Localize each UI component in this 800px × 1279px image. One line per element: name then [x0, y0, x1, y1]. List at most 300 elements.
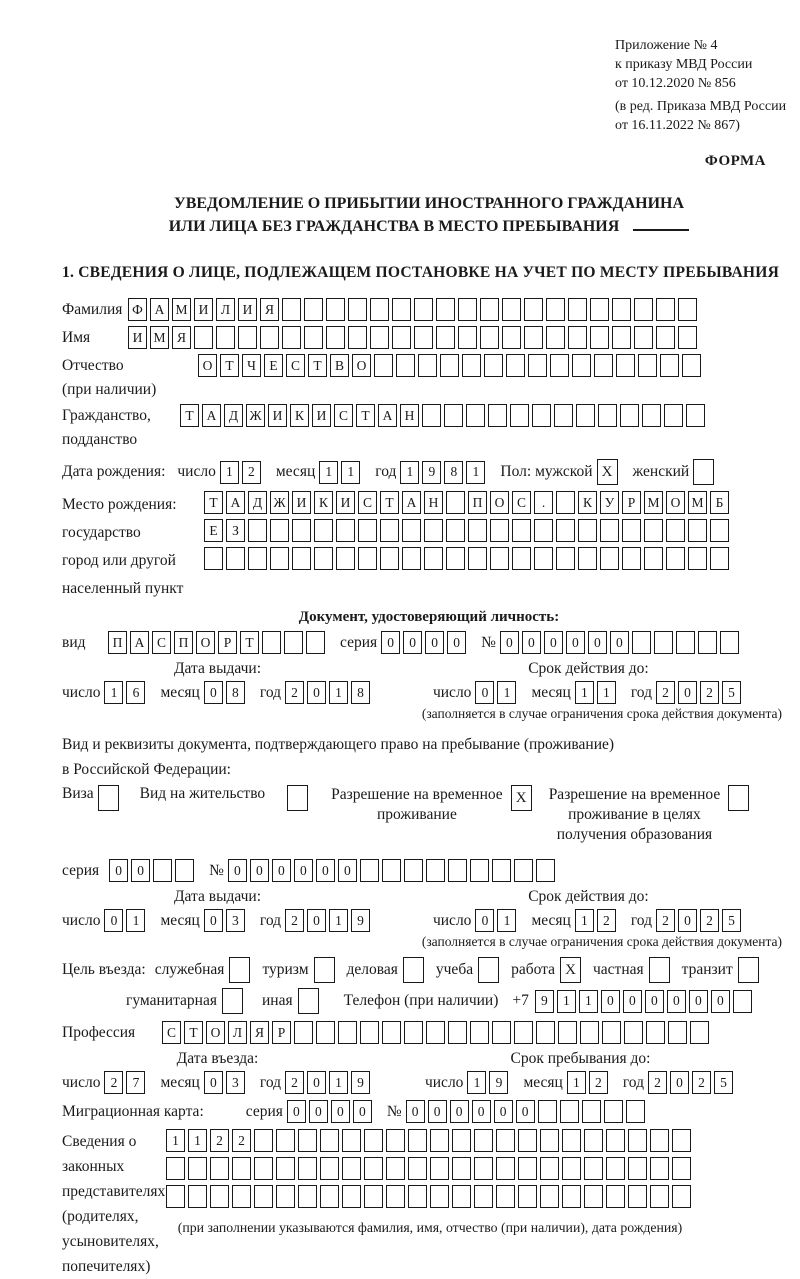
char-cell[interactable]: О [206, 1021, 225, 1044]
char-cell[interactable] [262, 631, 281, 654]
char-cell[interactable]: X [597, 459, 618, 485]
char-cell[interactable] [478, 957, 499, 983]
char-cell[interactable] [232, 1185, 251, 1208]
char-cell[interactable]: 1 [166, 1129, 185, 1152]
char-cell[interactable] [532, 404, 551, 427]
char-cell[interactable] [490, 547, 509, 570]
char-cell[interactable] [336, 547, 355, 570]
char-cell[interactable]: 0 [104, 909, 123, 932]
char-cell[interactable] [594, 354, 613, 377]
char-cell[interactable]: 0 [475, 909, 494, 932]
char-cell[interactable]: 2 [285, 681, 304, 704]
char-cell[interactable] [440, 354, 459, 377]
char-cell[interactable] [452, 1129, 471, 1152]
char-cell[interactable] [496, 1157, 515, 1180]
char-cell[interactable] [688, 519, 707, 542]
char-cell[interactable] [358, 547, 377, 570]
char-cell[interactable]: 1 [579, 990, 598, 1013]
char-cell[interactable] [634, 326, 653, 349]
char-cell[interactable] [188, 1185, 207, 1208]
char-cell[interactable]: Р [218, 631, 237, 654]
char-cell[interactable]: 1 [575, 909, 594, 932]
char-cell[interactable] [546, 298, 565, 321]
char-cell[interactable]: 0 [667, 990, 686, 1013]
char-cell[interactable] [518, 1185, 537, 1208]
char-cell[interactable]: 0 [475, 681, 494, 704]
char-cell[interactable] [360, 1021, 379, 1044]
char-cell[interactable] [316, 1021, 335, 1044]
char-cell[interactable] [668, 1021, 687, 1044]
char-cell[interactable]: 1 [104, 681, 123, 704]
char-cell[interactable]: 2 [232, 1129, 251, 1152]
char-cell[interactable] [408, 1129, 427, 1152]
char-cell[interactable] [656, 326, 675, 349]
char-cell[interactable]: 1 [329, 1071, 348, 1094]
char-cell[interactable] [580, 1021, 599, 1044]
char-cell[interactable]: 3 [226, 909, 245, 932]
char-cell[interactable] [534, 519, 553, 542]
char-cell[interactable]: 0 [406, 1100, 425, 1123]
char-cell[interactable]: 0 [307, 1071, 326, 1094]
char-cell[interactable] [528, 354, 547, 377]
char-cell[interactable] [370, 298, 389, 321]
char-cell[interactable] [578, 547, 597, 570]
char-cell[interactable] [600, 519, 619, 542]
char-cell[interactable] [386, 1157, 405, 1180]
char-cell[interactable] [698, 631, 717, 654]
char-cell[interactable]: 0 [678, 681, 697, 704]
char-cell[interactable] [512, 547, 531, 570]
char-cell[interactable] [364, 1129, 383, 1152]
char-cell[interactable] [424, 547, 443, 570]
char-cell[interactable]: 0 [228, 859, 247, 882]
char-cell[interactable]: 7 [126, 1071, 145, 1094]
char-cell[interactable]: 9 [351, 1071, 370, 1094]
char-cell[interactable] [282, 298, 301, 321]
char-cell[interactable]: И [268, 404, 287, 427]
char-cell[interactable] [374, 354, 393, 377]
char-cell[interactable] [666, 547, 685, 570]
char-cell[interactable]: И [194, 298, 213, 321]
char-cell[interactable] [540, 1185, 559, 1208]
char-cell[interactable]: И [336, 491, 355, 514]
char-cell[interactable] [396, 354, 415, 377]
char-cell[interactable]: А [226, 491, 245, 514]
char-cell[interactable] [678, 326, 697, 349]
char-cell[interactable] [424, 519, 443, 542]
char-cell[interactable]: А [202, 404, 221, 427]
char-cell[interactable]: Д [248, 491, 267, 514]
char-cell[interactable] [287, 785, 308, 811]
char-cell[interactable]: 1 [220, 461, 239, 484]
char-cell[interactable]: 8 [444, 461, 463, 484]
char-cell[interactable]: И [238, 298, 257, 321]
char-cell[interactable]: 0 [403, 631, 422, 654]
char-cell[interactable]: П [108, 631, 127, 654]
char-cell[interactable] [492, 1021, 511, 1044]
char-cell[interactable] [562, 1129, 581, 1152]
char-cell[interactable]: 2 [692, 1071, 711, 1094]
char-cell[interactable]: А [402, 491, 421, 514]
char-cell[interactable]: 2 [285, 1071, 304, 1094]
char-cell[interactable] [298, 1157, 317, 1180]
char-cell[interactable] [403, 957, 424, 983]
char-cell[interactable] [518, 1129, 537, 1152]
char-cell[interactable]: 1 [467, 1071, 486, 1094]
char-cell[interactable] [294, 1021, 313, 1044]
char-cell[interactable] [600, 547, 619, 570]
char-cell[interactable] [510, 404, 529, 427]
char-cell[interactable] [380, 547, 399, 570]
char-cell[interactable] [418, 354, 437, 377]
char-cell[interactable] [232, 1157, 251, 1180]
char-cell[interactable] [98, 785, 119, 811]
char-cell[interactable] [578, 519, 597, 542]
char-cell[interactable]: М [688, 491, 707, 514]
char-cell[interactable] [270, 547, 289, 570]
char-cell[interactable] [446, 547, 465, 570]
char-cell[interactable] [446, 519, 465, 542]
char-cell[interactable]: 1 [329, 909, 348, 932]
char-cell[interactable] [386, 1129, 405, 1152]
char-cell[interactable]: 1 [126, 909, 145, 932]
char-cell[interactable]: X [511, 785, 532, 811]
char-cell[interactable] [538, 1100, 557, 1123]
char-cell[interactable] [414, 298, 433, 321]
char-cell[interactable] [342, 1129, 361, 1152]
char-cell[interactable]: 8 [226, 681, 245, 704]
char-cell[interactable] [693, 459, 714, 485]
char-cell[interactable]: 0 [331, 1100, 350, 1123]
char-cell[interactable]: 0 [544, 631, 563, 654]
char-cell[interactable] [248, 547, 267, 570]
char-cell[interactable]: Ч [242, 354, 261, 377]
char-cell[interactable]: У [600, 491, 619, 514]
char-cell[interactable]: А [150, 298, 169, 321]
char-cell[interactable] [320, 1129, 339, 1152]
char-cell[interactable] [649, 957, 670, 983]
char-cell[interactable]: 3 [226, 1071, 245, 1094]
char-cell[interactable]: В [330, 354, 349, 377]
char-cell[interactable] [326, 298, 345, 321]
char-cell[interactable] [408, 1157, 427, 1180]
char-cell[interactable] [602, 1021, 621, 1044]
char-cell[interactable]: 0 [109, 859, 128, 882]
char-cell[interactable] [194, 326, 213, 349]
char-cell[interactable]: 0 [131, 859, 150, 882]
char-cell[interactable] [430, 1185, 449, 1208]
char-cell[interactable]: Я [260, 298, 279, 321]
char-cell[interactable] [518, 1157, 537, 1180]
char-cell[interactable]: 0 [425, 631, 444, 654]
char-cell[interactable] [496, 1129, 515, 1152]
char-cell[interactable] [358, 519, 377, 542]
char-cell[interactable]: 1 [567, 1071, 586, 1094]
char-cell[interactable] [524, 298, 543, 321]
char-cell[interactable] [514, 1021, 533, 1044]
char-cell[interactable]: 1 [400, 461, 419, 484]
char-cell[interactable]: 0 [316, 859, 335, 882]
char-cell[interactable] [554, 404, 573, 427]
char-cell[interactable] [686, 404, 705, 427]
char-cell[interactable] [314, 957, 335, 983]
char-cell[interactable]: 2 [210, 1129, 229, 1152]
char-cell[interactable] [733, 990, 752, 1013]
char-cell[interactable]: Ж [246, 404, 265, 427]
char-cell[interactable]: С [162, 1021, 181, 1044]
char-cell[interactable] [436, 298, 455, 321]
char-cell[interactable] [546, 326, 565, 349]
char-cell[interactable] [422, 404, 441, 427]
char-cell[interactable] [480, 326, 499, 349]
char-cell[interactable]: 5 [722, 909, 741, 932]
char-cell[interactable] [628, 1185, 647, 1208]
char-cell[interactable] [672, 1157, 691, 1180]
char-cell[interactable]: 0 [428, 1100, 447, 1123]
char-cell[interactable]: 8 [351, 681, 370, 704]
char-cell[interactable]: Т [180, 404, 199, 427]
char-cell[interactable] [314, 519, 333, 542]
char-cell[interactable] [590, 298, 609, 321]
char-cell[interactable] [254, 1129, 273, 1152]
char-cell[interactable] [688, 547, 707, 570]
char-cell[interactable] [480, 298, 499, 321]
char-cell[interactable]: 0 [670, 1071, 689, 1094]
char-cell[interactable] [558, 1021, 577, 1044]
char-cell[interactable] [404, 859, 423, 882]
char-cell[interactable]: 0 [353, 1100, 372, 1123]
char-cell[interactable] [292, 519, 311, 542]
char-cell[interactable] [360, 859, 379, 882]
char-cell[interactable] [458, 298, 477, 321]
char-cell[interactable]: 0 [522, 631, 541, 654]
char-cell[interactable]: 1 [575, 681, 594, 704]
char-cell[interactable]: 9 [351, 909, 370, 932]
char-cell[interactable] [660, 354, 679, 377]
char-cell[interactable] [298, 1185, 317, 1208]
char-cell[interactable]: 0 [307, 909, 326, 932]
char-cell[interactable]: 0 [601, 990, 620, 1013]
char-cell[interactable]: 2 [656, 909, 675, 932]
char-cell[interactable]: Ж [270, 491, 289, 514]
char-cell[interactable]: М [150, 326, 169, 349]
char-cell[interactable] [382, 1021, 401, 1044]
char-cell[interactable] [612, 298, 631, 321]
char-cell[interactable]: X [560, 957, 581, 983]
char-cell[interactable]: 0 [381, 631, 400, 654]
char-cell[interactable]: 0 [623, 990, 642, 1013]
char-cell[interactable]: Л [228, 1021, 247, 1044]
char-cell[interactable] [654, 631, 673, 654]
char-cell[interactable] [210, 1157, 229, 1180]
char-cell[interactable] [738, 957, 759, 983]
char-cell[interactable] [304, 326, 323, 349]
char-cell[interactable] [598, 404, 617, 427]
char-cell[interactable] [474, 1157, 493, 1180]
char-cell[interactable] [153, 859, 172, 882]
char-cell[interactable]: К [290, 404, 309, 427]
char-cell[interactable]: 1 [188, 1129, 207, 1152]
char-cell[interactable]: 2 [656, 681, 675, 704]
char-cell[interactable] [562, 1157, 581, 1180]
char-cell[interactable] [254, 1185, 273, 1208]
char-cell[interactable] [606, 1129, 625, 1152]
char-cell[interactable]: 1 [597, 681, 616, 704]
char-cell[interactable]: 0 [678, 909, 697, 932]
char-cell[interactable]: 0 [287, 1100, 306, 1123]
char-cell[interactable]: 1 [341, 461, 360, 484]
char-cell[interactable]: 0 [711, 990, 730, 1013]
char-cell[interactable]: И [292, 491, 311, 514]
char-cell[interactable] [470, 859, 489, 882]
char-cell[interactable] [166, 1157, 185, 1180]
char-cell[interactable] [672, 1185, 691, 1208]
char-cell[interactable] [468, 519, 487, 542]
char-cell[interactable] [474, 1185, 493, 1208]
char-cell[interactable] [452, 1157, 471, 1180]
char-cell[interactable] [238, 326, 257, 349]
char-cell[interactable]: 0 [338, 859, 357, 882]
char-cell[interactable] [540, 1157, 559, 1180]
char-cell[interactable] [568, 298, 587, 321]
char-cell[interactable]: 2 [700, 909, 719, 932]
char-cell[interactable]: Р [622, 491, 641, 514]
char-cell[interactable]: 0 [566, 631, 585, 654]
char-cell[interactable] [270, 519, 289, 542]
char-cell[interactable]: Р [272, 1021, 291, 1044]
char-cell[interactable] [342, 1185, 361, 1208]
char-cell[interactable] [166, 1185, 185, 1208]
char-cell[interactable] [628, 1157, 647, 1180]
char-cell[interactable] [584, 1129, 603, 1152]
char-cell[interactable]: 2 [700, 681, 719, 704]
char-cell[interactable] [568, 326, 587, 349]
char-cell[interactable] [606, 1185, 625, 1208]
char-cell[interactable] [624, 1021, 643, 1044]
char-cell[interactable]: . [534, 491, 553, 514]
char-cell[interactable] [254, 1157, 273, 1180]
char-cell[interactable] [276, 1129, 295, 1152]
char-cell[interactable] [446, 491, 465, 514]
char-cell[interactable]: 0 [272, 859, 291, 882]
char-cell[interactable] [436, 326, 455, 349]
char-cell[interactable] [690, 1021, 709, 1044]
char-cell[interactable] [502, 326, 521, 349]
char-cell[interactable] [248, 519, 267, 542]
char-cell[interactable]: 9 [489, 1071, 508, 1094]
char-cell[interactable]: С [334, 404, 353, 427]
char-cell[interactable]: Д [224, 404, 243, 427]
char-cell[interactable] [676, 631, 695, 654]
char-cell[interactable] [338, 1021, 357, 1044]
char-cell[interactable]: Т [380, 491, 399, 514]
char-cell[interactable] [336, 519, 355, 542]
char-cell[interactable] [392, 326, 411, 349]
char-cell[interactable]: П [468, 491, 487, 514]
char-cell[interactable]: Е [264, 354, 283, 377]
char-cell[interactable] [582, 1100, 601, 1123]
char-cell[interactable] [320, 1157, 339, 1180]
char-cell[interactable]: Т [220, 354, 239, 377]
char-cell[interactable]: 6 [126, 681, 145, 704]
char-cell[interactable] [386, 1185, 405, 1208]
char-cell[interactable] [364, 1185, 383, 1208]
char-cell[interactable]: О [352, 354, 371, 377]
char-cell[interactable]: Т [308, 354, 327, 377]
char-cell[interactable] [426, 1021, 445, 1044]
char-cell[interactable]: М [644, 491, 663, 514]
char-cell[interactable]: О [196, 631, 215, 654]
char-cell[interactable]: 0 [204, 681, 223, 704]
char-cell[interactable] [210, 1185, 229, 1208]
char-cell[interactable] [638, 354, 657, 377]
char-cell[interactable] [650, 1185, 669, 1208]
char-cell[interactable]: 0 [307, 681, 326, 704]
char-cell[interactable]: 0 [500, 631, 519, 654]
char-cell[interactable] [348, 326, 367, 349]
char-cell[interactable] [536, 1021, 555, 1044]
char-cell[interactable]: Л [216, 298, 235, 321]
char-cell[interactable] [622, 547, 641, 570]
char-cell[interactable] [550, 354, 569, 377]
char-cell[interactable] [402, 547, 421, 570]
char-cell[interactable]: 0 [610, 631, 629, 654]
char-cell[interactable] [462, 354, 481, 377]
char-cell[interactable] [556, 491, 575, 514]
char-cell[interactable] [632, 631, 651, 654]
char-cell[interactable] [452, 1185, 471, 1208]
char-cell[interactable] [284, 631, 303, 654]
char-cell[interactable] [320, 1185, 339, 1208]
char-cell[interactable] [710, 547, 729, 570]
char-cell[interactable]: 5 [714, 1071, 733, 1094]
char-cell[interactable]: 0 [204, 909, 223, 932]
char-cell[interactable] [448, 1021, 467, 1044]
char-cell[interactable] [556, 519, 575, 542]
char-cell[interactable] [584, 1157, 603, 1180]
char-cell[interactable]: Т [356, 404, 375, 427]
char-cell[interactable]: 1 [329, 681, 348, 704]
char-cell[interactable] [628, 1129, 647, 1152]
char-cell[interactable]: А [378, 404, 397, 427]
char-cell[interactable] [408, 1185, 427, 1208]
char-cell[interactable] [536, 859, 555, 882]
char-cell[interactable] [226, 547, 245, 570]
char-cell[interactable] [229, 957, 250, 983]
char-cell[interactable] [634, 298, 653, 321]
char-cell[interactable] [720, 631, 739, 654]
char-cell[interactable] [444, 404, 463, 427]
char-cell[interactable] [298, 1129, 317, 1152]
char-cell[interactable] [524, 326, 543, 349]
char-cell[interactable] [188, 1157, 207, 1180]
char-cell[interactable]: Я [172, 326, 191, 349]
char-cell[interactable] [298, 988, 319, 1014]
char-cell[interactable] [484, 354, 503, 377]
char-cell[interactable] [644, 519, 663, 542]
char-cell[interactable] [612, 326, 631, 349]
char-cell[interactable] [616, 354, 635, 377]
char-cell[interactable]: Я [250, 1021, 269, 1044]
char-cell[interactable]: О [666, 491, 685, 514]
char-cell[interactable] [204, 547, 223, 570]
char-cell[interactable]: М [172, 298, 191, 321]
char-cell[interactable] [650, 1157, 669, 1180]
char-cell[interactable]: И [128, 326, 147, 349]
char-cell[interactable]: 0 [689, 990, 708, 1013]
char-cell[interactable]: 2 [597, 909, 616, 932]
char-cell[interactable] [560, 1100, 579, 1123]
